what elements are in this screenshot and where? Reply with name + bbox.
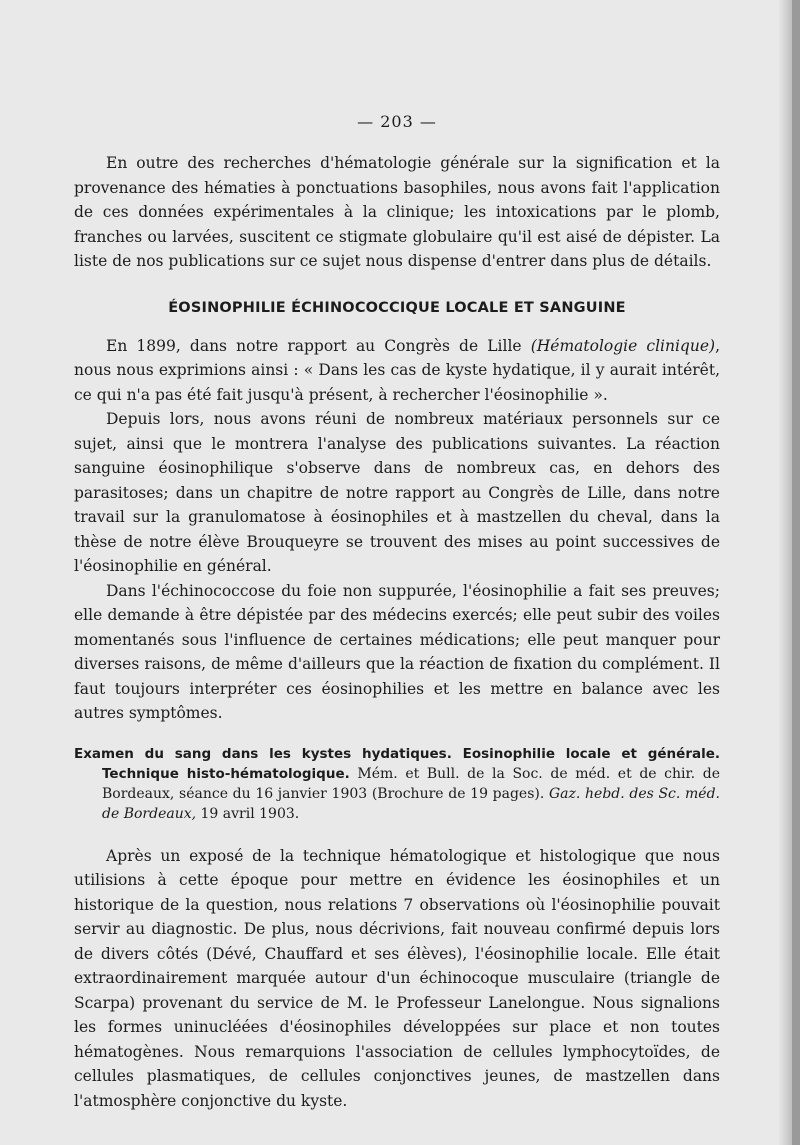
section-paragraph-1 [74, 334, 720, 408]
closing-paragraph: Après un exposé de la technique hématologique et histologique que nous utilisions à cette époque pour mettre en évidence les éosinophiles et un historique de la question, nous relations 7 observations où l'éosinophilie pouvait servir au diagnostic. De plus, nous décrivions, fait nouveau confirmé depuis lors de divers côtés (Dévé, Chauffard et ses élèves), l'éosinophilie locale. Elle était extraordinairement marquée autour d'un échinocoque musculaire (triangle de Scarpa) provenant du service de M. le Professeur Lanelongue. Nous signalions les formes uninucléées d'éosinophiles développées sur place et non toutes hématogènes. Nous remarquions l'association de cellules lymphocytoïdes, de cellules plasmatiques, de cellules conjonctives jeunes, de mastzellen dans l'atmosphère conjonctive du kyste. [74, 846, 720, 1110]
intro-paragraph: En outre des recherches d'hématologie générale sur la signification et la provenance des hématies à ponctuations basophiles, nous avons fait l'application de ces données expérimentales à la clinique; les intoxications par le plomb, franches ou larvées, suscitent ce stigmate globulaire qu'il est aisé de dépister. La liste de nos publications sur ce sujet nous dispense d'entrer dans plus de détails. [74, 154, 720, 270]
bibliographic-reference [74, 744, 720, 824]
reference-journal: Gaz. hebd. des Sc. méd. de Bordeaux, [102, 785, 720, 822]
section-heading: ÉOSINOPHILIE ÉCHINOCOCCIQUE LOCALE ET SANGUINE [168, 299, 626, 316]
section-paragraph-3: Dans l'échinococcose du foie non suppurée, l'éosinophilie a fait ses preuves; elle demande à être dépistée par des médecins exercés; elle peut subir des voiles momentanés sous l'influence de certaines médications; elle peut manquer pour diverses raisons, de même d'ailleurs que la réaction de fixation du complément. Il faut toujours interpréter ces éosinophilies et les mettre en balance avec les autres symptômes. [74, 581, 720, 722]
paragraph-1-italic-title: (Hématologie clinique) [530, 336, 716, 355]
reference-date: 19 avril 1903. [196, 805, 300, 822]
paragraph-1-text-start: En 1899, dans notre rapport au Congrès de Lille [106, 336, 531, 355]
reference-title: Examen du sang dans les kystes hydatiques. Eosinophilie locale et générale. Technique histo-hématologique. [74, 745, 720, 782]
page-content [74, 112, 720, 1113]
page-number: — 203 — [357, 112, 437, 131]
reference-details: Mém. et Bull. de la Soc. de méd. et de chir. de Bordeaux, séance du 16 janvier 1903 (Brochure de 19 pages). [102, 765, 720, 802]
paragraph-1-text-end: , nous nous exprimions ainsi : « Dans les cas de kyste hydatique, il y aurait intérêt, ce qui n'a pas été fait jusqu'à présent, à rechercher l'éosinophilie ». [74, 336, 720, 404]
section-paragraph-2: Depuis lors, nous avons réuni de nombreux matériaux personnels sur ce sujet, ainsi que le montrera l'analyse des publications suivantes. La réaction sanguine éosinophilique s'observe dans de nombreux cas, en dehors des parasitoses; dans un chapitre de notre rapport au Congrès de Lille, dans notre travail sur la granulomatose à éosinophiles et à mastzellen du cheval, dans la thèse de notre élève Brouqueyre se trouvent des mises au point successives de l'éosinophilie en général. [74, 410, 720, 575]
